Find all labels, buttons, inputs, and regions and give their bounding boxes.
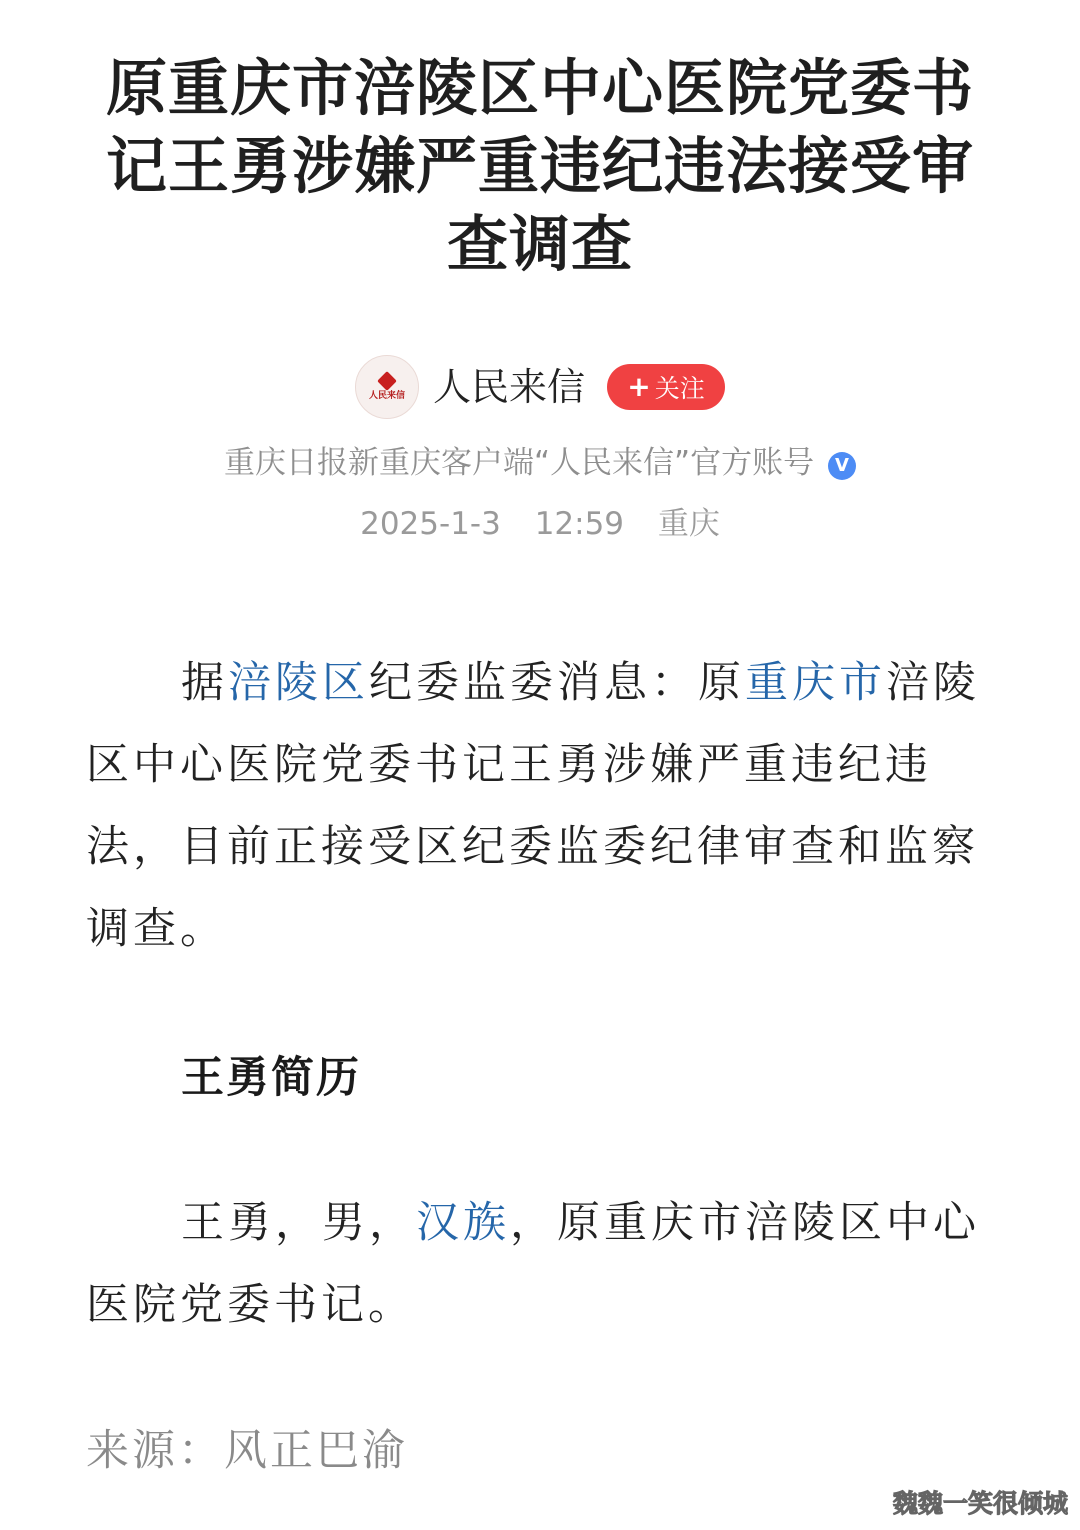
paragraph-text: 涪陵区中心医院党委书记王勇涉嫌严重违纪违法，目前正接受区纪委监委纪律审查和监察调查。 xyxy=(86,658,980,954)
verified-icon: V xyxy=(828,452,856,480)
follow-button[interactable] xyxy=(607,364,725,410)
author-row xyxy=(0,352,1080,422)
publish-date: 2025-1-3 xyxy=(360,506,501,542)
account-description-text: 重庆日报新重庆客户端“人民来信”官方账号 xyxy=(224,445,815,481)
author-name[interactable]: 人民来信 xyxy=(432,365,585,409)
author-avatar[interactable] xyxy=(355,355,419,419)
article-source: 来源：风正巴渝 xyxy=(86,1426,408,1476)
paragraph-text: ，原重庆市涪陵区中心医院党委书记。 xyxy=(86,1198,980,1330)
paragraph-text: 王勇，男， xyxy=(181,1198,416,1248)
watermark: 魏魏一笑很倾城 xyxy=(892,1489,1068,1518)
publish-meta xyxy=(0,502,1080,546)
account-description xyxy=(0,441,1080,485)
avatar-logo-text: 人民来信 xyxy=(368,390,405,401)
paragraph-text: 据 xyxy=(181,658,228,708)
publish-location: 重庆 xyxy=(657,506,720,542)
follow-label: 关注 xyxy=(654,374,705,403)
article-paragraph-2 xyxy=(86,1182,994,1346)
paragraph-text: 纪委监委消息：原 xyxy=(369,658,745,708)
avatar-logo-mark xyxy=(377,371,397,391)
link-han-ethnicity[interactable]: 汉族 xyxy=(416,1198,510,1248)
link-fuling-district[interactable]: 涪陵区 xyxy=(228,658,369,708)
section-title: 王勇简历 xyxy=(181,1053,361,1103)
article-paragraph-1 xyxy=(86,642,994,970)
publish-time: 12:59 xyxy=(534,506,625,542)
article-title: 原重庆市涪陵区中心医院党委书记王勇涉嫌严重违纪违法接受审查调查 xyxy=(105,53,974,280)
plus-icon: + xyxy=(627,370,651,403)
link-chongqing-city[interactable]: 重庆市 xyxy=(745,658,886,708)
